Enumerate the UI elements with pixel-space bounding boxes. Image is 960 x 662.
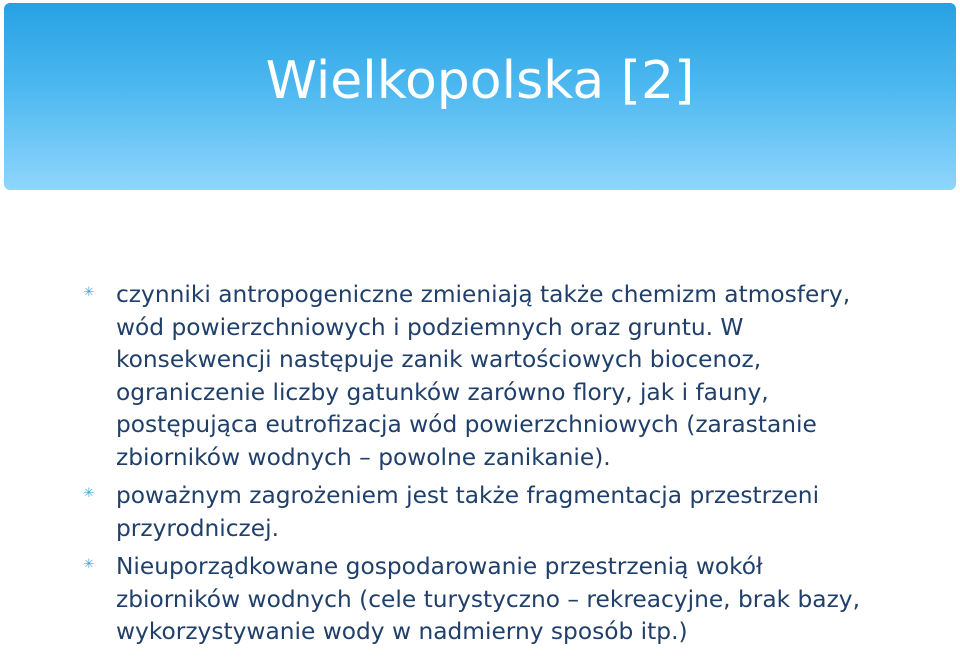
bullet-text: czynniki antropogeniczne zmieniają także chemizm atmosfery, wód powierzchniowych i podziemnych oraz gruntu. W konsekwencji następuje zanik wartościowych biocenoz, ograniczenie liczby gatunków zarówno flory, jak i fauny, postępująca eutrofizacja wód powierzchniowych (zarastanie zbiorników wodnych – powolne zanikanie). <box>116 281 851 471</box>
bullet-text: Nieuporządkowane gospodarowanie przestrzenią wokół zbiorników wodnych (cele turystyczno – rekreacyjne, brak bazy, wykorzystywanie wody w nadmierny sposób itp.) <box>116 553 860 645</box>
bullet-item <box>83 480 886 545</box>
asterisk-bullet-icon: ✳ <box>83 557 95 572</box>
bullet-text: poważnym zagrożeniem jest także fragmentacja przestrzeni przyrodniczej. <box>116 482 820 542</box>
bullet-list <box>83 279 886 655</box>
title-panel <box>4 3 956 190</box>
asterisk-bullet-icon: ✳ <box>83 285 95 300</box>
bullet-item <box>83 279 886 474</box>
slide-title: Wielkopolska [2] <box>265 51 695 111</box>
asterisk-bullet-icon: ✳ <box>83 486 95 501</box>
bullet-item <box>83 551 886 649</box>
